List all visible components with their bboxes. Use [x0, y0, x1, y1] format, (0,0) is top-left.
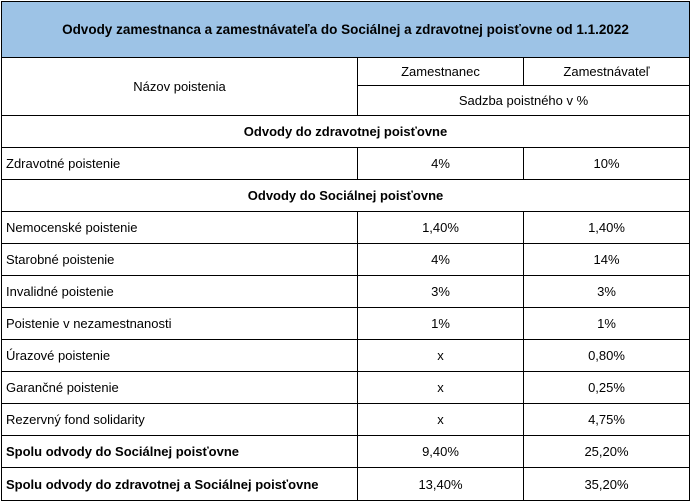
- row-label: Poistenie v nezamestnanosti: [2, 308, 358, 340]
- total-all-employee: 13,40%: [358, 468, 524, 501]
- row-label: Nemocenské poistenie: [2, 212, 358, 244]
- total-row: [2, 468, 690, 501]
- employee-rate: x: [358, 404, 524, 436]
- row-label: Invalidné poistenie: [2, 276, 358, 308]
- employee-rate: x: [358, 372, 524, 404]
- employee-rate: 3%: [358, 276, 524, 308]
- section-row: [2, 180, 690, 212]
- employee-rate: x: [358, 340, 524, 372]
- contributions-table: [1, 1, 690, 501]
- table-row: [2, 276, 690, 308]
- header-row: [2, 58, 690, 86]
- employee-rate: 1%: [358, 308, 524, 340]
- table-row: [2, 372, 690, 404]
- header-rate-label: Sadzba poistného v %: [358, 86, 690, 116]
- row-label: Rezervný fond solidarity: [2, 404, 358, 436]
- employer-rate: 3%: [524, 276, 690, 308]
- total-social-employer: 25,20%: [524, 436, 690, 468]
- employee-rate: 1,40%: [358, 212, 524, 244]
- table-row: [2, 404, 690, 436]
- employer-rate: 1,40%: [524, 212, 690, 244]
- total-social-label: Spolu odvody do Sociálnej poisťovne: [2, 436, 358, 468]
- total-social-employee: 9,40%: [358, 436, 524, 468]
- row-label: Úrazové poistenie: [2, 340, 358, 372]
- section-health-heading: Odvody do zdravotnej poisťovne: [2, 116, 690, 148]
- header-insurance-name: Názov poistenia: [2, 58, 358, 116]
- row-label: Starobné poistenie: [2, 244, 358, 276]
- total-all-label: Spolu odvody do zdravotnej a Sociálnej poisťovne: [2, 468, 358, 501]
- table-row: [2, 340, 690, 372]
- table-title: Odvody zamestnanca a zamestnávateľa do Sociálnej a zdravotnej poisťovne od 1.1.2022: [2, 2, 690, 58]
- table-row: [2, 148, 690, 180]
- table-row: [2, 244, 690, 276]
- employer-rate: 1%: [524, 308, 690, 340]
- employer-rate: 14%: [524, 244, 690, 276]
- employee-rate: 4%: [358, 148, 524, 180]
- header-employer: Zamestnávateľ: [524, 58, 690, 86]
- employer-rate: 0,80%: [524, 340, 690, 372]
- section-social-heading: Odvody do Sociálnej poisťovne: [2, 180, 690, 212]
- employer-rate: 10%: [524, 148, 690, 180]
- employer-rate: 4,75%: [524, 404, 690, 436]
- header-employee: Zamestnanec: [358, 58, 524, 86]
- table-row: [2, 212, 690, 244]
- section-row: [2, 116, 690, 148]
- table-row: [2, 308, 690, 340]
- title-row: [2, 2, 690, 58]
- row-label: Zdravotné poistenie: [2, 148, 358, 180]
- total-row: [2, 436, 690, 468]
- employee-rate: 4%: [358, 244, 524, 276]
- row-label: Garančné poistenie: [2, 372, 358, 404]
- total-all-employer: 35,20%: [524, 468, 690, 501]
- employer-rate: 0,25%: [524, 372, 690, 404]
